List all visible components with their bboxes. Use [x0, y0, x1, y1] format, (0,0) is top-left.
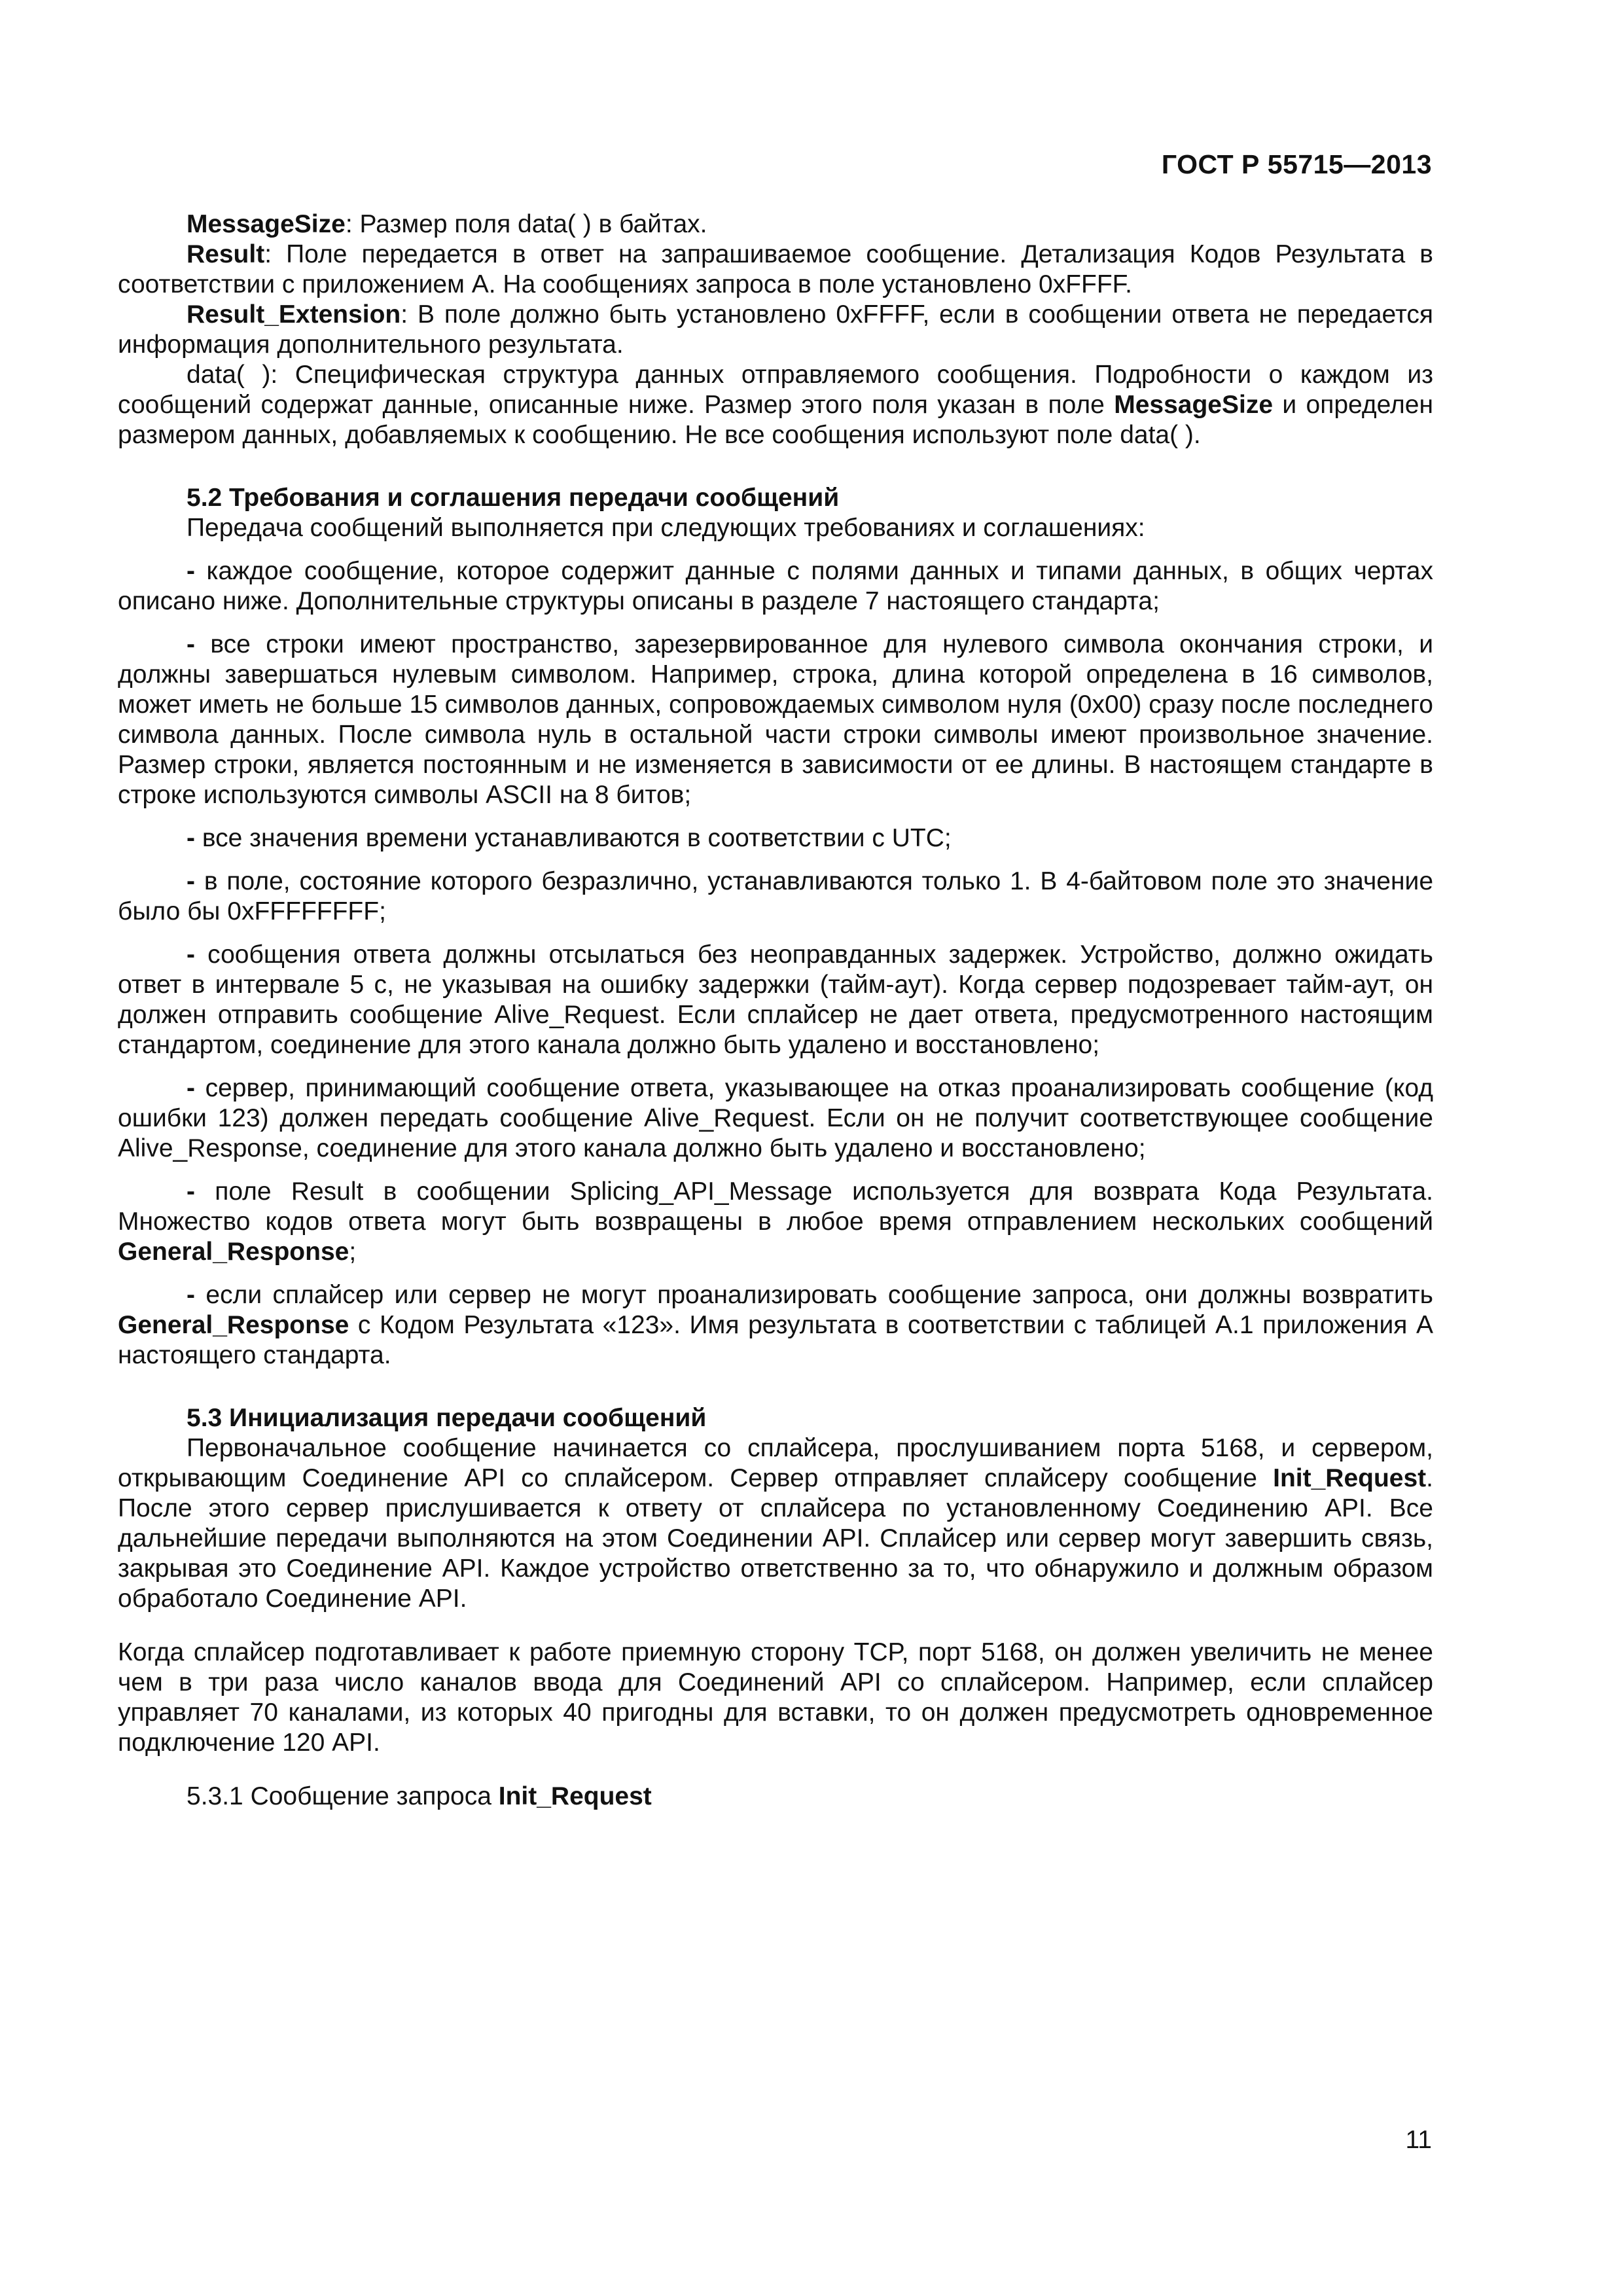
list-item: [118, 940, 1433, 1060]
list-item: [118, 1280, 1433, 1371]
list-item-text: сообщения ответа должны отсылаться без неоправданных задержек. Устройство, должно ожидать ответ в интервале 5 с, не указывая на ошибку задержки (тайм-аут). Когда сервер подозревает тайм-аут, он должен отправить сообщение Alive_Request. Если сплайсер не дает ответа, предусмотренного настоящим стандартом, соединение для этого канала должно быть удалено и восстановлено;: [118, 941, 1433, 1059]
list-item-text: если сплайсер или сервер не могут проанализировать сообщение запроса, они должны возвратить: [205, 1281, 1433, 1309]
document-header: ГОСТ Р 55715—2013: [1161, 149, 1432, 179]
list-item: [118, 867, 1433, 927]
list-item-text: все значения времени устанавливаются в соответствии с UTC;: [202, 824, 952, 852]
field-term: MessageSize: [187, 210, 346, 238]
field-text: и определен размером данных, добавляемых к сообщению. Не все сообщения используют поле data( ).: [118, 391, 1433, 449]
section-heading-5-2: 5.2 Требования и соглашения передачи сообщений: [187, 484, 840, 512]
term-init-request: Init_Request: [1273, 1464, 1427, 1492]
term-general-response: General_Response: [118, 1311, 349, 1339]
list-item-text: ;: [349, 1238, 357, 1266]
subsection-heading-5-3-1: [118, 1782, 1433, 1812]
paragraph-text: Первоначальное сообщение начинается со сплайсера, прослушиванием порта 5168, и сервером, открывающим Соединение API со сплайсером. Сервер отправляет сплайсеру сообщение: [118, 1434, 1433, 1492]
field-data: [118, 360, 1433, 450]
list-item-text: все строки имеют пространство, зарезервированное для нулевого символа окончания строки, и должны завершаться нулевым символом. Например, строка, длина которой определена в 16 символов, может иметь не больше 15 символов данных, сопровождаемых символом нуля (0x00) сразу после последнего символа данных. После символа нуль в остальной части строки символы имеют произвольное значение. Размер строки, является постоянным и не изменяется в зависимости от ее длины. В настоящем стандарте в строке используются символы ASCII на 8 битов;: [118, 630, 1434, 809]
subsection-text: 5.3.1 Сообщение запроса: [187, 1782, 499, 1810]
term-init-request: Init_Request: [498, 1782, 652, 1810]
dash-bullet: -: [187, 941, 195, 969]
field-result: [118, 240, 1433, 300]
list-item: [118, 630, 1433, 810]
list-item: [118, 823, 1433, 853]
dash-bullet: -: [187, 1177, 195, 1206]
field-result-extension: [118, 300, 1433, 360]
section-intro: Передача сообщений выполняется при следующих требованиях и соглашениях:: [187, 514, 1145, 542]
field-text: : Поле передается в ответ на запрашиваемое сообщение. Детализация Кодов Результата в соответствии с приложением А. На сообщениях запроса в поле установлено 0xFFFF.: [118, 240, 1433, 298]
field-term: Result: [187, 240, 265, 268]
page-number: 11: [1405, 2126, 1432, 2154]
list-item-text: каждое сообщение, которое содержит данные с полями данных и типами данных, в общих чертах описано ниже. Дополнительные структуры описаны в разделе 7 настоящего стандарта;: [118, 557, 1433, 615]
dash-bullet: -: [187, 1281, 195, 1309]
list-item-text: поле Result в сообщении Splicing_API_Message используется для возврата Кода Результата. Множество кодов ответа могут быть возвращены в любое время отправлением нескольких сообщений: [118, 1177, 1433, 1236]
list-item: [118, 1177, 1433, 1267]
list-item-text: сервер, принимающий сообщение ответа, указывающее на отказ проанализировать сообщение (код ошибки 123) должен передать сообщение Alive_Request. Если он не получит соответствующее сообщение Alive_Response, соединение для этого канала должно быть удалено и восстановлено;: [118, 1074, 1433, 1162]
document-body: [118, 209, 1433, 1812]
dash-bullet: -: [187, 630, 195, 658]
dash-bullet: -: [187, 557, 195, 585]
field-message-size: [118, 209, 1433, 240]
term-general-response: General_Response: [118, 1238, 349, 1266]
section-heading-5-3: 5.3 Инициализация передачи сообщений: [187, 1404, 707, 1432]
dash-bullet: -: [187, 867, 195, 895]
paragraph-text: . После этого сервер прислушивается к ответу от сплайсера по установленному Соединению API. Все дальнейшие передачи выполняются на этом Соединении API. Сплайсер или сервер могут завершить связь, закрывая это Соединение API. Каждое устройство ответственно за то, что обнаружило и должным образом обработало Соединение API.: [118, 1464, 1433, 1613]
list-item-text: в поле, состояние которого безразлично, устанавливаются только 1. В 4-байтовом поле это значение было бы 0xFFFFFFFF;: [118, 867, 1434, 925]
dash-bullet: -: [187, 1074, 195, 1102]
list-item-text: с Кодом Результата «123». Имя результата в соответствии с таблицей А.1 приложения А настоящего стандарта.: [118, 1311, 1433, 1369]
dash-bullet: -: [187, 824, 195, 852]
paragraph: [118, 1433, 1433, 1614]
field-text: : В поле должно быть установлено 0xFFFF, если в сообщении ответа не передается информация дополнительного результата.: [118, 300, 1433, 359]
field-text: : Размер поля data( ) в байтах.: [345, 210, 707, 238]
field-text: data( ): Специфическая структура данных отправляемого сообщения. Подробности о каждом из сообщений содержат данные, описанные ниже. Размер этого поля указан в поле: [118, 361, 1433, 419]
list-item: [118, 1073, 1433, 1164]
paragraph: Когда сплайсер подготавливает к работе приемную сторону TCP, порт 5168, он должен увеличить не менее чем в три раза число каналов ввода для Соединений API со сплайсером. Например, если сплайсер управляет 70 каналами, из которых 40 пригодны для вставки, то он должен предусмотреть одновременное подключение 120 API.: [118, 1638, 1433, 1757]
field-term: Result_Extension: [187, 300, 401, 329]
field-term: MessageSize: [1114, 391, 1274, 419]
list-item: [118, 556, 1433, 617]
